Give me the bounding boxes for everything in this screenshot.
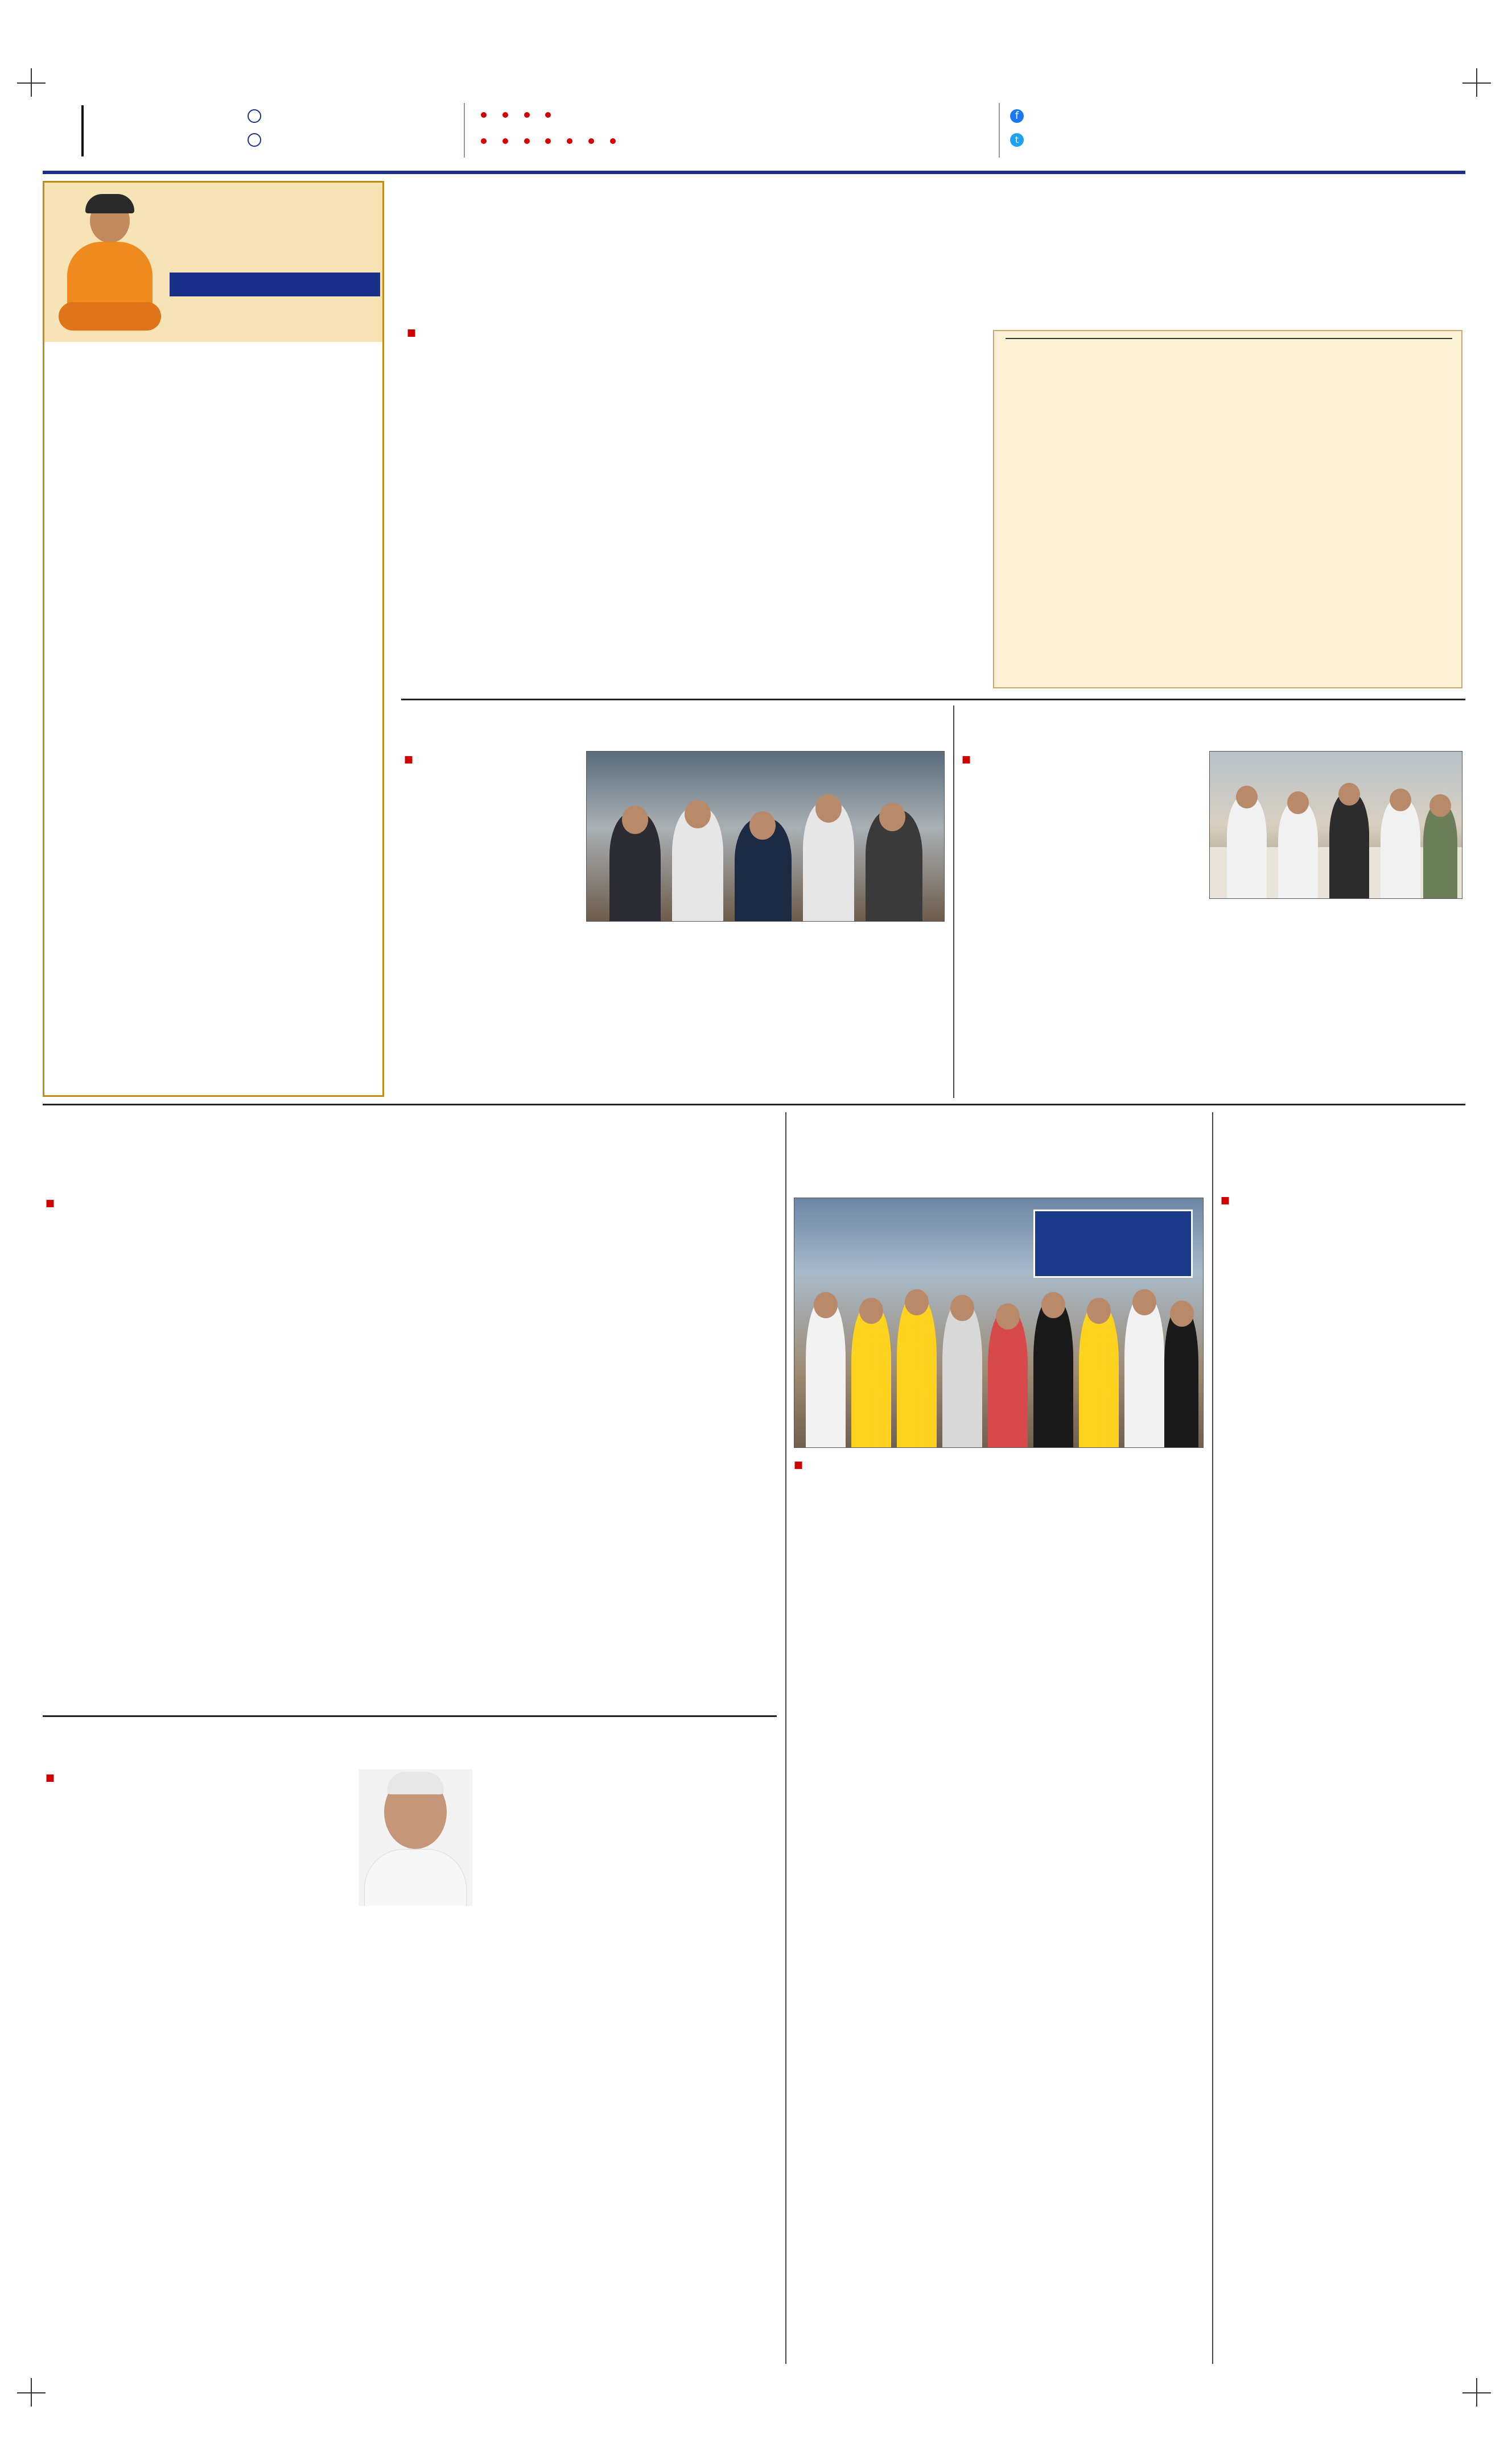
lead-col-2 — [760, 324, 979, 688]
waqf-col-1 — [46, 1195, 276, 1707]
lead-byline: ■ — [407, 327, 417, 339]
santosh-photo — [586, 751, 945, 922]
haarakanala-byline: ■ — [962, 754, 971, 765]
basavageete-column — [43, 181, 384, 1097]
sidebox-col-2 — [1233, 377, 1452, 678]
lingasugur-col-1 — [794, 1456, 987, 2355]
jilla-byline: ■ — [46, 1772, 55, 1784]
page-header — [43, 100, 1465, 168]
santosh-byline: ■ — [404, 754, 414, 765]
santosh-col-1 — [404, 751, 575, 1092]
waqf-col-3 — [529, 1195, 774, 1707]
waqf-byline: ■ — [46, 1198, 55, 1209]
jilla-col-3 — [555, 1769, 777, 2355]
crop-mark — [1476, 2378, 1477, 2407]
twitter-link[interactable] — [1010, 131, 1027, 147]
nagalapura-col-2 — [1221, 2156, 1462, 2355]
lingasugur-col-2 — [999, 1456, 1204, 2355]
header-divider — [81, 105, 84, 156]
basavageete-author-bar — [170, 273, 380, 296]
lingasugur-byline: ■ — [794, 1459, 804, 1471]
sidebox-col-1 — [1006, 377, 1225, 678]
basavanna-portrait — [56, 194, 164, 331]
section-rule — [43, 1715, 777, 1717]
epaper-link[interactable] — [248, 131, 265, 147]
lingasugur-photo — [794, 1198, 1204, 1448]
crop-mark — [1476, 68, 1477, 97]
crop-mark — [31, 68, 32, 97]
jilla-portrait — [359, 1769, 472, 1906]
twitter-icon: t — [1010, 133, 1024, 147]
header-rule — [43, 171, 1465, 174]
cities-row-1 — [475, 105, 555, 124]
facebook-icon: f — [1010, 109, 1024, 123]
haarakanala-col-1 — [962, 751, 1201, 1092]
cities-row-2 — [475, 131, 620, 150]
lead-sidebox — [993, 330, 1462, 688]
basavageete-body-wrap — [55, 353, 373, 1093]
nagalapura-col-1 — [1221, 1192, 1462, 2148]
column-divider — [1212, 1112, 1213, 2364]
column-divider — [953, 705, 954, 1098]
header-vdiv — [999, 103, 1000, 158]
globe-icon — [248, 109, 261, 123]
sidebox-title — [1006, 335, 1452, 339]
crop-mark — [31, 2378, 32, 2407]
header-vdiv — [464, 103, 465, 158]
haarakanala-col-2 — [1209, 906, 1462, 1092]
nagalapura-byline: ■ — [1221, 1195, 1230, 1206]
globe-icon — [248, 133, 261, 147]
santosh-col-2 — [586, 927, 945, 1092]
section-rule — [43, 1104, 1465, 1105]
waqf-col-2 — [287, 1195, 518, 1707]
web-link[interactable] — [248, 108, 265, 123]
lead-col-1 — [407, 324, 748, 688]
jilla-col-2 — [359, 1912, 546, 2355]
haarakanala-photo — [1209, 751, 1462, 899]
column-divider — [785, 1112, 786, 2364]
jilla-col-1 — [46, 1769, 353, 2355]
section-rule — [401, 699, 1465, 700]
facebook-link[interactable] — [1010, 108, 1027, 123]
